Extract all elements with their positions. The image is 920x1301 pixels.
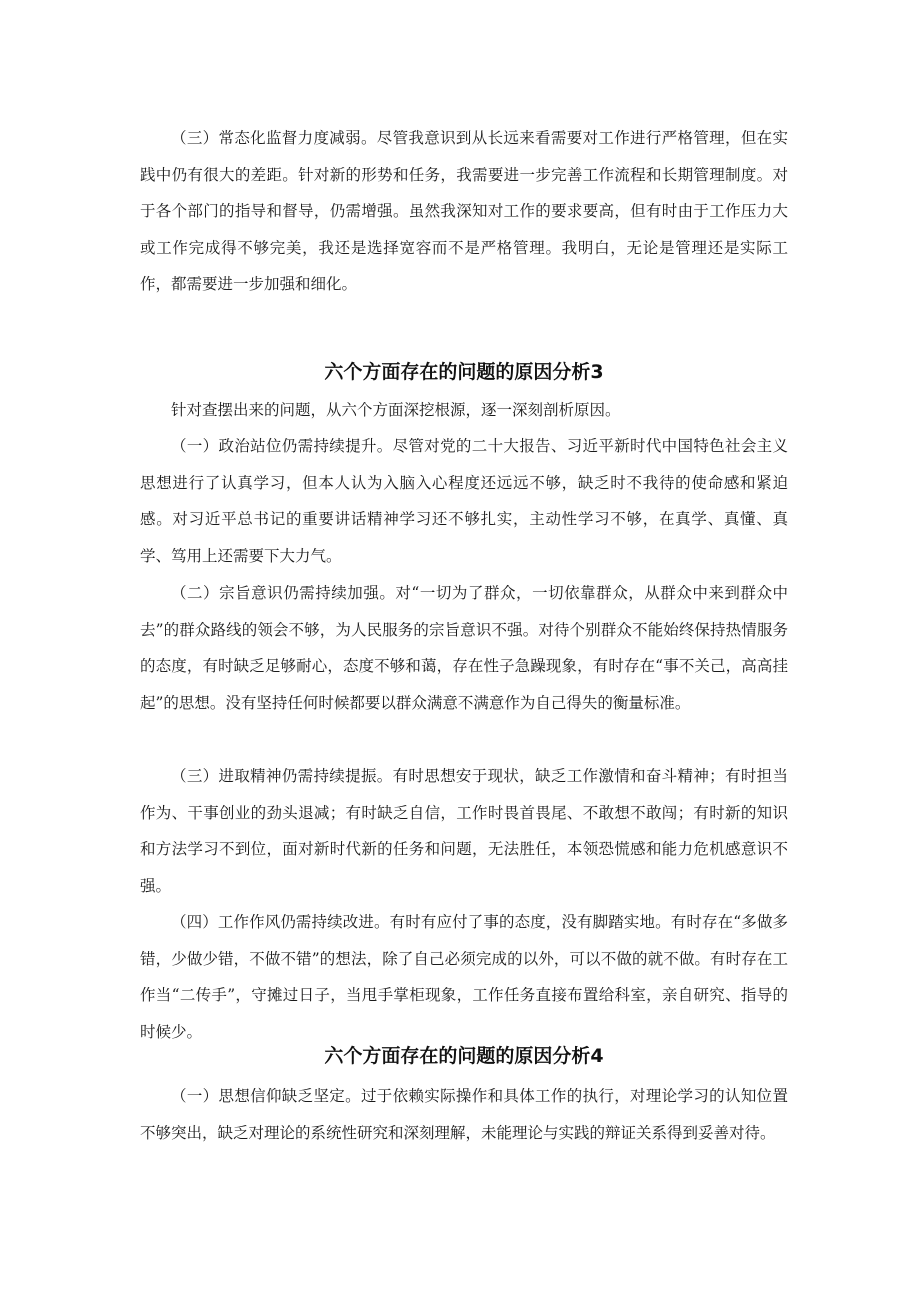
section-3-item-1: （一）政治站位仍需持续提升。尽管对党的二十大报告、习近平新时代中国特色社会主义思想进行了认真学习，但本人认为入脑入心程度还远远不够，缺乏时不我待的使命感和紧迫感。对习近平总书记的重要讲话精神学习还不够扎实，主动性学习不够，在真学、真懂、真学、笃用上还需要下大力气。 <box>140 437 788 565</box>
section-3-item-3: （三）进取精神仍需持续提振。有时思想安于现状，缺乏工作激情和奋斗精神；有时担当作为、干事创业的劲头退减；有时缺乏自信，工作时畏首畏尾、不敢想不敢闯；有时新的知识和方法学习不到位，面对新时代新的任务和问题，无法胜任，本领恐慌感和能力危机感意识不强。 <box>140 767 788 895</box>
paragraph-supervision-weakened: （三）常态化监督力度减弱。尽管我意识到从长远来看需要对工作进行严格管理，但在实践中仍有很大的差距。针对新的形势和任务，我需要进一步完善工作流程和长期管理制度。对于各个部门的指导和督导，仍需增强。虽然我深知对工作的要求要高，但有时由于工作压力大或工作完成得不够完美，我还是选择宽容而不是严格管理。我明白，无论是管理还是实际工作，都需要进一步加强和细化。 <box>140 129 788 293</box>
section-3-intro: 针对查摆出来的问题，从六个方面深挖根源，逐一深刻剖析原因。 <box>171 401 621 419</box>
section-4-item-1: （一）思想信仰缺乏坚定。过于依赖实际操作和具体工作的执行，对理论学习的认知位置不够突出，缺乏对理论的系统性研究和深刻理解，未能理论与实践的辩证关系得到妥善对待。 <box>140 1087 788 1142</box>
section-3-item-4: （四）工作作风仍需持续改进。有时有应付了事的态度，没有脚踏实地。有时存在“多做多错，少做少错，不做不错”的想法，除了自己必须完成的以外，可以不做的就不做。有时存在工作当“二传手”，守摊过日子，当甩手掌柜现象，工作任务直接布置给科室，亲自研究、指导的时候少。 <box>140 913 788 1041</box>
section-4-title: 六个方面存在的问题的原因分析4 <box>324 1045 604 1067</box>
section-3-title: 六个方面存在的问题的原因分析3 <box>324 361 604 383</box>
section-3-item-2: （二）宗旨意识仍需持续加强。对“一切为了群众，一切依靠群众，从群众中来到群众中去”的群众路线的领会不够，为人民服务的宗旨意识不强。对待个别群众不能始终保持热情服务的态度，有时缺乏足够耐心，态度不够和蔼，存在性子急躁现象，有时存在“事不关己，高高挂起”的思想。没有坚持任何时候都要以群众满意不满意作为自己得失的衡量标准。 <box>140 584 788 712</box>
